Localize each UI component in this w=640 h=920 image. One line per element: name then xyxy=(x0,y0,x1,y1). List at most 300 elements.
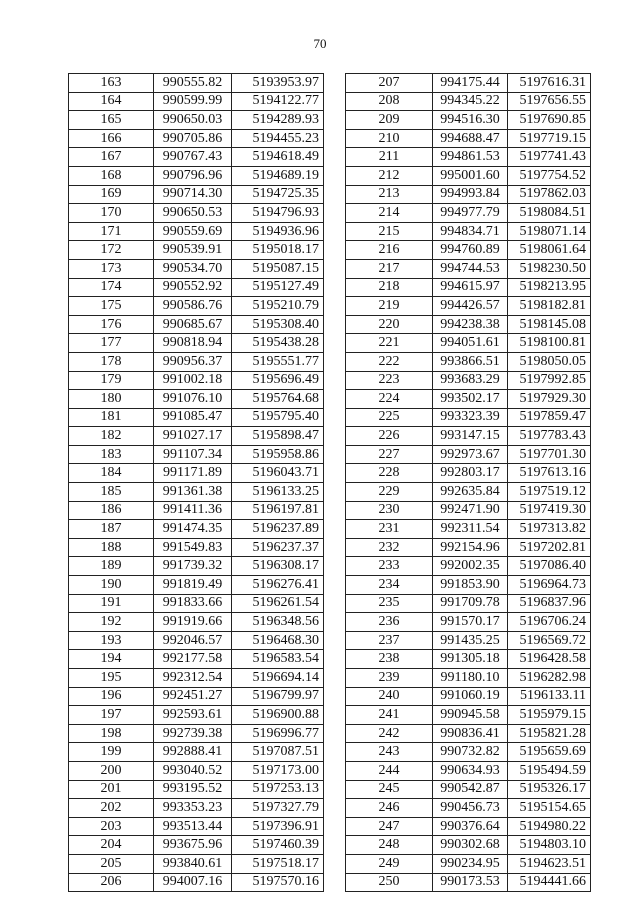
y-coordinate-cell: 5197929.30 xyxy=(508,390,591,409)
point-number-cell: 225 xyxy=(346,408,433,427)
table-row xyxy=(69,204,324,223)
point-number-cell: 249 xyxy=(346,854,433,873)
point-number-cell: 222 xyxy=(346,352,433,371)
table-row xyxy=(346,706,591,725)
x-coordinate-cell: 991361.38 xyxy=(154,483,232,502)
point-number-cell: 195 xyxy=(69,669,154,688)
x-coordinate-cell: 990542.87 xyxy=(433,780,508,799)
table-row xyxy=(346,204,591,223)
table-row xyxy=(346,873,591,892)
y-coordinate-cell: 5197570.16 xyxy=(232,873,324,892)
point-number-cell: 169 xyxy=(69,185,154,204)
table-row xyxy=(69,501,324,520)
y-coordinate-cell: 5195821.28 xyxy=(508,724,591,743)
y-coordinate-cell: 5198061.64 xyxy=(508,241,591,260)
point-number-cell: 213 xyxy=(346,185,433,204)
point-number-cell: 174 xyxy=(69,278,154,297)
point-number-cell: 202 xyxy=(69,799,154,818)
table-row xyxy=(69,854,324,873)
point-number-cell: 210 xyxy=(346,129,433,148)
y-coordinate-cell: 5195154.65 xyxy=(508,799,591,818)
table-row xyxy=(69,408,324,427)
y-coordinate-cell: 5196996.77 xyxy=(232,724,324,743)
point-number-cell: 177 xyxy=(69,334,154,353)
table-row xyxy=(69,129,324,148)
point-number-cell: 196 xyxy=(69,687,154,706)
x-coordinate-cell: 990376.64 xyxy=(433,817,508,836)
point-number-cell: 167 xyxy=(69,148,154,167)
table-row xyxy=(346,427,591,446)
y-coordinate-cell: 5196706.24 xyxy=(508,613,591,632)
table-row xyxy=(69,631,324,650)
y-coordinate-cell: 5194623.51 xyxy=(508,854,591,873)
y-coordinate-cell: 5196276.41 xyxy=(232,576,324,595)
x-coordinate-cell: 991709.78 xyxy=(433,594,508,613)
y-coordinate-cell: 5196261.54 xyxy=(232,594,324,613)
point-number-cell: 170 xyxy=(69,204,154,223)
point-number-cell: 166 xyxy=(69,129,154,148)
point-number-cell: 203 xyxy=(69,817,154,836)
point-number-cell: 183 xyxy=(69,445,154,464)
x-coordinate-cell: 990650.03 xyxy=(154,111,232,130)
x-coordinate-cell: 992002.35 xyxy=(433,557,508,576)
table-row xyxy=(346,297,591,316)
table-row xyxy=(69,166,324,185)
table-row xyxy=(69,445,324,464)
x-coordinate-cell: 993675.96 xyxy=(154,836,232,855)
point-number-cell: 219 xyxy=(346,297,433,316)
x-coordinate-cell: 990173.53 xyxy=(433,873,508,892)
point-number-cell: 238 xyxy=(346,650,433,669)
table-row xyxy=(346,817,591,836)
y-coordinate-cell: 5198230.50 xyxy=(508,259,591,278)
table-row xyxy=(69,278,324,297)
point-number-cell: 237 xyxy=(346,631,433,650)
point-number-cell: 193 xyxy=(69,631,154,650)
table-row xyxy=(346,259,591,278)
point-number-cell: 215 xyxy=(346,222,433,241)
x-coordinate-cell: 993353.23 xyxy=(154,799,232,818)
table-row xyxy=(346,74,591,93)
x-coordinate-cell: 994615.97 xyxy=(433,278,508,297)
table-row xyxy=(346,836,591,855)
point-number-cell: 209 xyxy=(346,111,433,130)
coordinate-table-right xyxy=(345,73,591,892)
x-coordinate-cell: 991305.18 xyxy=(433,650,508,669)
x-coordinate-cell: 991411.36 xyxy=(154,501,232,520)
point-number-cell: 171 xyxy=(69,222,154,241)
point-number-cell: 242 xyxy=(346,724,433,743)
y-coordinate-cell: 5198071.14 xyxy=(508,222,591,241)
y-coordinate-cell: 5195795.40 xyxy=(232,408,324,427)
y-coordinate-cell: 5194441.66 xyxy=(508,873,591,892)
x-coordinate-cell: 994426.57 xyxy=(433,297,508,316)
y-coordinate-cell: 5194803.10 xyxy=(508,836,591,855)
table-row xyxy=(69,185,324,204)
x-coordinate-cell: 990234.95 xyxy=(433,854,508,873)
table-row xyxy=(346,724,591,743)
table-row xyxy=(69,743,324,762)
table-row xyxy=(69,799,324,818)
y-coordinate-cell: 5195979.15 xyxy=(508,706,591,725)
table-row xyxy=(346,92,591,111)
point-number-cell: 201 xyxy=(69,780,154,799)
y-coordinate-cell: 5197519.12 xyxy=(508,483,591,502)
point-number-cell: 192 xyxy=(69,613,154,632)
table-row xyxy=(346,129,591,148)
x-coordinate-cell: 993513.44 xyxy=(154,817,232,836)
y-coordinate-cell: 5195438.28 xyxy=(232,334,324,353)
y-coordinate-cell: 5195764.68 xyxy=(232,390,324,409)
y-coordinate-cell: 5195018.17 xyxy=(232,241,324,260)
x-coordinate-cell: 990818.94 xyxy=(154,334,232,353)
point-number-cell: 186 xyxy=(69,501,154,520)
table-row xyxy=(346,483,591,502)
x-coordinate-cell: 991919.66 xyxy=(154,613,232,632)
point-number-cell: 187 xyxy=(69,520,154,539)
y-coordinate-cell: 5196569.72 xyxy=(508,631,591,650)
point-number-cell: 234 xyxy=(346,576,433,595)
table-row xyxy=(69,669,324,688)
table-row xyxy=(346,464,591,483)
y-coordinate-cell: 5196799.97 xyxy=(232,687,324,706)
x-coordinate-cell: 992739.38 xyxy=(154,724,232,743)
x-coordinate-cell: 991435.25 xyxy=(433,631,508,650)
point-number-cell: 168 xyxy=(69,166,154,185)
x-coordinate-cell: 992888.41 xyxy=(154,743,232,762)
table-row xyxy=(69,74,324,93)
point-number-cell: 247 xyxy=(346,817,433,836)
point-number-cell: 232 xyxy=(346,538,433,557)
point-number-cell: 224 xyxy=(346,390,433,409)
x-coordinate-cell: 990836.41 xyxy=(433,724,508,743)
point-number-cell: 245 xyxy=(346,780,433,799)
point-number-cell: 229 xyxy=(346,483,433,502)
point-number-cell: 214 xyxy=(346,204,433,223)
table-row xyxy=(346,743,591,762)
table-row xyxy=(346,650,591,669)
y-coordinate-cell: 5197783.43 xyxy=(508,427,591,446)
y-coordinate-cell: 5197862.03 xyxy=(508,185,591,204)
y-coordinate-cell: 5197253.13 xyxy=(232,780,324,799)
point-number-cell: 227 xyxy=(346,445,433,464)
table-row xyxy=(346,148,591,167)
table-row xyxy=(346,371,591,390)
x-coordinate-cell: 991549.83 xyxy=(154,538,232,557)
table-row xyxy=(69,817,324,836)
point-number-cell: 208 xyxy=(346,92,433,111)
y-coordinate-cell: 5197859.47 xyxy=(508,408,591,427)
point-number-cell: 220 xyxy=(346,315,433,334)
point-number-cell: 176 xyxy=(69,315,154,334)
point-number-cell: 244 xyxy=(346,761,433,780)
x-coordinate-cell: 990599.99 xyxy=(154,92,232,111)
x-coordinate-cell: 994007.16 xyxy=(154,873,232,892)
y-coordinate-cell: 5196282.98 xyxy=(508,669,591,688)
y-coordinate-cell: 5196237.37 xyxy=(232,538,324,557)
point-number-cell: 231 xyxy=(346,520,433,539)
point-number-cell: 198 xyxy=(69,724,154,743)
table-row xyxy=(346,352,591,371)
x-coordinate-cell: 992803.17 xyxy=(433,464,508,483)
table-row xyxy=(69,241,324,260)
point-number-cell: 216 xyxy=(346,241,433,260)
y-coordinate-cell: 5197202.81 xyxy=(508,538,591,557)
x-coordinate-cell: 993683.29 xyxy=(433,371,508,390)
y-coordinate-cell: 5198084.51 xyxy=(508,204,591,223)
x-coordinate-cell: 990650.53 xyxy=(154,204,232,223)
x-coordinate-cell: 994834.71 xyxy=(433,222,508,241)
table-row xyxy=(346,799,591,818)
table-row xyxy=(69,724,324,743)
x-coordinate-cell: 990685.67 xyxy=(154,315,232,334)
x-coordinate-cell: 990302.68 xyxy=(433,836,508,855)
x-coordinate-cell: 990559.69 xyxy=(154,222,232,241)
point-number-cell: 230 xyxy=(346,501,433,520)
point-number-cell: 164 xyxy=(69,92,154,111)
y-coordinate-cell: 5197754.52 xyxy=(508,166,591,185)
x-coordinate-cell: 990552.92 xyxy=(154,278,232,297)
table-row xyxy=(346,166,591,185)
y-coordinate-cell: 5196133.11 xyxy=(508,687,591,706)
table-row xyxy=(346,241,591,260)
x-coordinate-cell: 991570.17 xyxy=(433,613,508,632)
x-coordinate-cell: 994051.61 xyxy=(433,334,508,353)
x-coordinate-cell: 993502.17 xyxy=(433,390,508,409)
point-number-cell: 243 xyxy=(346,743,433,762)
y-coordinate-cell: 5197741.43 xyxy=(508,148,591,167)
point-number-cell: 200 xyxy=(69,761,154,780)
point-number-cell: 197 xyxy=(69,706,154,725)
table-row xyxy=(346,594,591,613)
x-coordinate-cell: 990705.86 xyxy=(154,129,232,148)
y-coordinate-cell: 5194980.22 xyxy=(508,817,591,836)
x-coordinate-cell: 992973.67 xyxy=(433,445,508,464)
point-number-cell: 190 xyxy=(69,576,154,595)
y-coordinate-cell: 5194122.77 xyxy=(232,92,324,111)
table-row xyxy=(69,538,324,557)
y-coordinate-cell: 5197701.30 xyxy=(508,445,591,464)
table-row xyxy=(69,92,324,111)
y-coordinate-cell: 5198145.08 xyxy=(508,315,591,334)
y-coordinate-cell: 5196900.88 xyxy=(232,706,324,725)
y-coordinate-cell: 5195898.47 xyxy=(232,427,324,446)
table-row xyxy=(69,613,324,632)
y-coordinate-cell: 5196197.81 xyxy=(232,501,324,520)
point-number-cell: 248 xyxy=(346,836,433,855)
y-coordinate-cell: 5197313.82 xyxy=(508,520,591,539)
table-row xyxy=(69,780,324,799)
point-number-cell: 181 xyxy=(69,408,154,427)
table-row xyxy=(346,390,591,409)
x-coordinate-cell: 990634.93 xyxy=(433,761,508,780)
x-coordinate-cell: 994744.53 xyxy=(433,259,508,278)
point-number-cell: 182 xyxy=(69,427,154,446)
y-coordinate-cell: 5196308.17 xyxy=(232,557,324,576)
table-row xyxy=(346,780,591,799)
y-coordinate-cell: 5196694.14 xyxy=(232,669,324,688)
table-row xyxy=(346,761,591,780)
y-coordinate-cell: 5197992.85 xyxy=(508,371,591,390)
point-number-cell: 173 xyxy=(69,259,154,278)
table-row xyxy=(346,669,591,688)
y-coordinate-cell: 5197690.85 xyxy=(508,111,591,130)
y-coordinate-cell: 5197719.15 xyxy=(508,129,591,148)
y-coordinate-cell: 5194725.35 xyxy=(232,185,324,204)
point-number-cell: 207 xyxy=(346,74,433,93)
point-number-cell: 206 xyxy=(69,873,154,892)
y-coordinate-cell: 5197396.91 xyxy=(232,817,324,836)
point-number-cell: 194 xyxy=(69,650,154,669)
point-number-cell: 241 xyxy=(346,706,433,725)
y-coordinate-cell: 5194455.23 xyxy=(232,129,324,148)
x-coordinate-cell: 991833.66 xyxy=(154,594,232,613)
point-number-cell: 180 xyxy=(69,390,154,409)
table-row xyxy=(346,334,591,353)
y-coordinate-cell: 5196583.54 xyxy=(232,650,324,669)
y-coordinate-cell: 5197086.40 xyxy=(508,557,591,576)
table-row xyxy=(69,687,324,706)
x-coordinate-cell: 991076.10 xyxy=(154,390,232,409)
x-coordinate-cell: 990714.30 xyxy=(154,185,232,204)
x-coordinate-cell: 994760.89 xyxy=(433,241,508,260)
table-row xyxy=(69,594,324,613)
y-coordinate-cell: 5195958.86 xyxy=(232,445,324,464)
y-coordinate-cell: 5197518.17 xyxy=(232,854,324,873)
table-row xyxy=(69,390,324,409)
x-coordinate-cell: 990956.37 xyxy=(154,352,232,371)
point-number-cell: 175 xyxy=(69,297,154,316)
y-coordinate-cell: 5194689.19 xyxy=(232,166,324,185)
point-number-cell: 211 xyxy=(346,148,433,167)
y-coordinate-cell: 5195210.79 xyxy=(232,297,324,316)
point-number-cell: 239 xyxy=(346,669,433,688)
x-coordinate-cell: 993840.61 xyxy=(154,854,232,873)
table-row xyxy=(69,650,324,669)
table-row xyxy=(346,613,591,632)
y-coordinate-cell: 5193953.97 xyxy=(232,74,324,93)
x-coordinate-cell: 990796.96 xyxy=(154,166,232,185)
table-row xyxy=(346,576,591,595)
table-row xyxy=(69,371,324,390)
y-coordinate-cell: 5196133.25 xyxy=(232,483,324,502)
x-coordinate-cell: 991819.49 xyxy=(154,576,232,595)
table-row xyxy=(346,408,591,427)
point-number-cell: 250 xyxy=(346,873,433,892)
point-number-cell: 233 xyxy=(346,557,433,576)
x-coordinate-cell: 993040.52 xyxy=(154,761,232,780)
x-coordinate-cell: 994977.79 xyxy=(433,204,508,223)
x-coordinate-cell: 992451.27 xyxy=(154,687,232,706)
y-coordinate-cell: 5197087.51 xyxy=(232,743,324,762)
point-number-cell: 236 xyxy=(346,613,433,632)
x-coordinate-cell: 990586.76 xyxy=(154,297,232,316)
x-coordinate-cell: 991027.17 xyxy=(154,427,232,446)
y-coordinate-cell: 5197613.16 xyxy=(508,464,591,483)
table-row xyxy=(69,334,324,353)
x-coordinate-cell: 990539.91 xyxy=(154,241,232,260)
x-coordinate-cell: 994688.47 xyxy=(433,129,508,148)
table-row xyxy=(346,278,591,297)
coordinate-table-left xyxy=(68,73,324,892)
x-coordinate-cell: 994175.44 xyxy=(433,74,508,93)
point-number-cell: 246 xyxy=(346,799,433,818)
y-coordinate-cell: 5197616.31 xyxy=(508,74,591,93)
x-coordinate-cell: 991853.90 xyxy=(433,576,508,595)
table-row xyxy=(69,427,324,446)
point-number-cell: 217 xyxy=(346,259,433,278)
x-coordinate-cell: 990945.58 xyxy=(433,706,508,725)
y-coordinate-cell: 5196043.71 xyxy=(232,464,324,483)
x-coordinate-cell: 993195.52 xyxy=(154,780,232,799)
x-coordinate-cell: 990555.82 xyxy=(154,74,232,93)
y-coordinate-cell: 5196964.73 xyxy=(508,576,591,595)
point-number-cell: 226 xyxy=(346,427,433,446)
table-row xyxy=(69,148,324,167)
point-number-cell: 204 xyxy=(69,836,154,855)
table-row xyxy=(69,111,324,130)
x-coordinate-cell: 992154.96 xyxy=(433,538,508,557)
table-row xyxy=(346,222,591,241)
y-coordinate-cell: 5194618.49 xyxy=(232,148,324,167)
table-row xyxy=(346,315,591,334)
point-number-cell: 191 xyxy=(69,594,154,613)
table-row xyxy=(346,445,591,464)
y-coordinate-cell: 5198050.05 xyxy=(508,352,591,371)
point-number-cell: 221 xyxy=(346,334,433,353)
y-coordinate-cell: 5197327.79 xyxy=(232,799,324,818)
x-coordinate-cell: 992635.84 xyxy=(433,483,508,502)
x-coordinate-cell: 991002.18 xyxy=(154,371,232,390)
point-number-cell: 218 xyxy=(346,278,433,297)
table-row xyxy=(69,706,324,725)
table-row xyxy=(69,352,324,371)
y-coordinate-cell: 5198213.95 xyxy=(508,278,591,297)
y-coordinate-cell: 5195087.15 xyxy=(232,259,324,278)
table-row xyxy=(346,520,591,539)
y-coordinate-cell: 5197460.39 xyxy=(232,836,324,855)
table-row xyxy=(346,538,591,557)
table-row xyxy=(69,761,324,780)
y-coordinate-cell: 5197419.30 xyxy=(508,501,591,520)
y-coordinate-cell: 5195696.49 xyxy=(232,371,324,390)
table-row xyxy=(69,520,324,539)
x-coordinate-cell: 990456.73 xyxy=(433,799,508,818)
y-coordinate-cell: 5195551.77 xyxy=(232,352,324,371)
x-coordinate-cell: 995001.60 xyxy=(433,166,508,185)
y-coordinate-cell: 5195326.17 xyxy=(508,780,591,799)
y-coordinate-cell: 5195494.59 xyxy=(508,761,591,780)
point-number-cell: 185 xyxy=(69,483,154,502)
x-coordinate-cell: 991180.10 xyxy=(433,669,508,688)
table-row xyxy=(346,501,591,520)
x-coordinate-cell: 990534.70 xyxy=(154,259,232,278)
y-coordinate-cell: 5198182.81 xyxy=(508,297,591,316)
table-row xyxy=(346,687,591,706)
point-number-cell: 235 xyxy=(346,594,433,613)
point-number-cell: 228 xyxy=(346,464,433,483)
table-row xyxy=(346,185,591,204)
table-row xyxy=(69,315,324,334)
point-number-cell: 189 xyxy=(69,557,154,576)
table-row xyxy=(69,464,324,483)
y-coordinate-cell: 5194289.93 xyxy=(232,111,324,130)
y-coordinate-cell: 5197173.00 xyxy=(232,761,324,780)
y-coordinate-cell: 5198100.81 xyxy=(508,334,591,353)
y-coordinate-cell: 5195659.69 xyxy=(508,743,591,762)
x-coordinate-cell: 994993.84 xyxy=(433,185,508,204)
page-number: 70 xyxy=(313,36,327,51)
